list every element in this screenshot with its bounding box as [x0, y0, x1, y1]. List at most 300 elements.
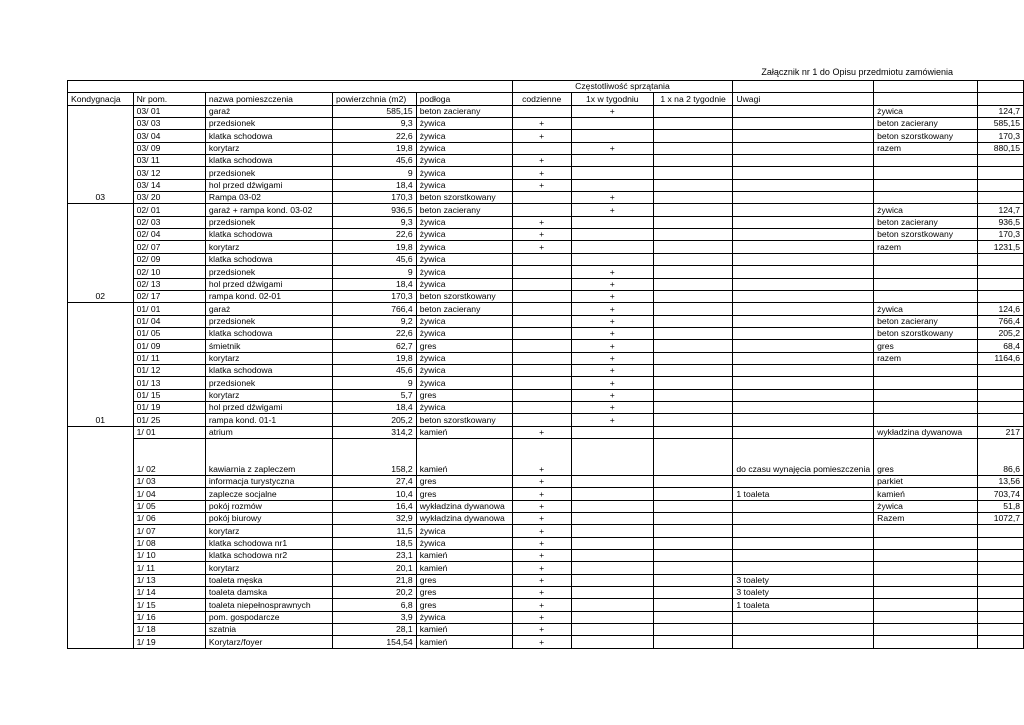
- table-row: [68, 500, 1024, 512]
- floor-cell: [68, 327, 134, 339]
- daily-cell: [512, 192, 571, 204]
- biweekly-cell: [653, 550, 733, 562]
- floor-type-cell: beton szorstkowany: [416, 290, 512, 302]
- summary-label-cell: [874, 562, 977, 574]
- room-name-cell: klatka schodowa: [205, 253, 332, 265]
- weekly-cell: +: [571, 105, 653, 117]
- room-number-cell: 03/ 14: [133, 179, 205, 191]
- floor-cell: [68, 340, 134, 352]
- area-cell: 20,2: [333, 587, 417, 599]
- notes-cell: [733, 550, 874, 562]
- room-name-cell: hol przed dźwigami: [205, 179, 332, 191]
- summary-value-cell: [977, 599, 1023, 611]
- floor-cell: [68, 377, 134, 389]
- daily-cell: [512, 352, 571, 364]
- floor-cell: [68, 587, 134, 599]
- area-cell: 9,3: [333, 216, 417, 228]
- daily-cell: [512, 401, 571, 413]
- notes-cell: [733, 303, 874, 315]
- table-row: [68, 204, 1024, 216]
- daily-cell: +: [512, 118, 571, 130]
- floor-cell: [68, 364, 134, 376]
- biweekly-cell: [653, 192, 733, 204]
- notes-cell: [733, 389, 874, 401]
- summary-value-cell: 936,5: [977, 216, 1023, 228]
- room-name-cell: pokój rozmów: [205, 500, 332, 512]
- summary-label-cell: [874, 636, 977, 648]
- biweekly-cell: [653, 118, 733, 130]
- summary-label-cell: [874, 574, 977, 586]
- weekly-cell: +: [571, 364, 653, 376]
- weekly-cell: [571, 229, 653, 241]
- area-cell: 11,5: [333, 525, 417, 537]
- floor-type-cell: żywica: [416, 315, 512, 327]
- area-cell: 170,3: [333, 290, 417, 302]
- floor-type-cell: wykładzina dywanowa: [416, 513, 512, 525]
- header-blank: [874, 93, 977, 105]
- weekly-cell: +: [571, 401, 653, 413]
- weekly-cell: [571, 216, 653, 228]
- area-cell: 158,2: [333, 438, 417, 475]
- summary-label-cell: beton szorstkowany: [874, 327, 977, 339]
- summary-label-cell: żywica: [874, 500, 977, 512]
- table-row: [68, 438, 1024, 475]
- area-cell: 28,1: [333, 624, 417, 636]
- area-cell: 21,8: [333, 574, 417, 586]
- header-room-number: Nr pom.: [133, 93, 205, 105]
- area-cell: 16,4: [333, 500, 417, 512]
- summary-value-cell: 124,6: [977, 303, 1023, 315]
- biweekly-cell: [653, 624, 733, 636]
- area-cell: 22,6: [333, 229, 417, 241]
- room-number-cell: 1/ 03: [133, 475, 205, 487]
- room-name-cell: informacja turystyczna: [205, 475, 332, 487]
- summary-label-cell: beton szorstkowany: [874, 229, 977, 241]
- summary-label-cell: wykładzina dywanowa: [874, 426, 977, 438]
- room-number-cell: 1/ 07: [133, 525, 205, 537]
- table-row: [68, 377, 1024, 389]
- daily-cell: +: [512, 130, 571, 142]
- summary-value-cell: 1164,6: [977, 352, 1023, 364]
- summary-label-cell: [874, 389, 977, 401]
- floor-cell: [68, 550, 134, 562]
- daily-cell: [512, 142, 571, 154]
- floor-type-cell: gres: [416, 475, 512, 487]
- notes-cell: [733, 179, 874, 191]
- biweekly-cell: [653, 562, 733, 574]
- notes-cell: [733, 130, 874, 142]
- table-row: [68, 599, 1024, 611]
- weekly-cell: +: [571, 327, 653, 339]
- table-row: [68, 525, 1024, 537]
- notes-cell: [733, 513, 874, 525]
- floor-type-cell: beton szorstkowany: [416, 192, 512, 204]
- floor-type-cell: beton zacierany: [416, 105, 512, 117]
- weekly-cell: [571, 525, 653, 537]
- table-row: [68, 253, 1024, 265]
- notes-cell: [733, 167, 874, 179]
- room-name-cell: korytarz: [205, 525, 332, 537]
- summary-label-cell: [874, 192, 977, 204]
- biweekly-cell: [653, 574, 733, 586]
- area-cell: 45,6: [333, 364, 417, 376]
- floor-type-cell: gres: [416, 488, 512, 500]
- weekly-cell: +: [571, 278, 653, 290]
- floor-cell: [68, 513, 134, 525]
- biweekly-cell: [653, 142, 733, 154]
- room-name-cell: korytarz: [205, 562, 332, 574]
- summary-value-cell: [977, 179, 1023, 191]
- room-name-cell: pokój biurowy: [205, 513, 332, 525]
- floor-cell: [68, 130, 134, 142]
- notes-cell: [733, 253, 874, 265]
- floor-cell: [68, 315, 134, 327]
- summary-label-cell: beton zacierany: [874, 118, 977, 130]
- frequency-header: Częstotliwość sprzątania: [512, 81, 733, 93]
- weekly-cell: [571, 130, 653, 142]
- floor-type-cell: żywica: [416, 537, 512, 549]
- weekly-cell: [571, 179, 653, 191]
- notes-cell: [733, 155, 874, 167]
- table-row: [68, 266, 1024, 278]
- room-number-cell: 1/ 11: [133, 562, 205, 574]
- biweekly-cell: [653, 327, 733, 339]
- daily-cell: +: [512, 216, 571, 228]
- table-row: [68, 352, 1024, 364]
- table-row: [68, 636, 1024, 648]
- daily-cell: +: [512, 438, 571, 475]
- daily-cell: [512, 327, 571, 339]
- summary-label-cell: beton szorstkowany: [874, 130, 977, 142]
- daily-cell: +: [512, 537, 571, 549]
- biweekly-cell: [653, 636, 733, 648]
- floor-type-cell: kamień: [416, 636, 512, 648]
- floor-type-cell: żywica: [416, 130, 512, 142]
- floor-cell: [68, 438, 134, 475]
- area-cell: 32,9: [333, 513, 417, 525]
- summary-value-cell: [977, 636, 1023, 648]
- summary-value-cell: 124,7: [977, 204, 1023, 216]
- summary-value-cell: [977, 192, 1023, 204]
- room-name-cell: korytarz: [205, 352, 332, 364]
- floor-type-cell: żywica: [416, 401, 512, 413]
- room-number-cell: 1/ 08: [133, 537, 205, 549]
- floor-cell: [68, 278, 134, 290]
- weekly-cell: +: [571, 192, 653, 204]
- header-biweekly: 1 x na 2 tygodnie: [653, 93, 733, 105]
- area-cell: 9: [333, 167, 417, 179]
- notes-cell: [733, 204, 874, 216]
- room-name-cell: przedsionek: [205, 118, 332, 130]
- weekly-cell: [571, 611, 653, 623]
- area-cell: 18,4: [333, 179, 417, 191]
- table-row: [68, 118, 1024, 130]
- area-cell: 10,4: [333, 488, 417, 500]
- area-cell: 22,6: [333, 327, 417, 339]
- biweekly-cell: [653, 253, 733, 265]
- biweekly-cell: [653, 611, 733, 623]
- floor-cell: [68, 303, 134, 315]
- daily-cell: +: [512, 513, 571, 525]
- room-number-cell: 03/ 09: [133, 142, 205, 154]
- floor-cell: [68, 500, 134, 512]
- area-cell: 45,6: [333, 253, 417, 265]
- table-row: [68, 550, 1024, 562]
- area-cell: 19,8: [333, 352, 417, 364]
- room-name-cell: rampa kond. 01-1: [205, 414, 332, 426]
- area-cell: 205,2: [333, 414, 417, 426]
- summary-label-cell: [874, 401, 977, 413]
- area-cell: 23,1: [333, 550, 417, 562]
- floor-cell: [68, 266, 134, 278]
- floor-cell: [68, 105, 134, 117]
- biweekly-cell: [653, 599, 733, 611]
- table-row: [68, 364, 1024, 376]
- floor-cell: [68, 241, 134, 253]
- notes-cell: [733, 229, 874, 241]
- floor-cell: [68, 352, 134, 364]
- notes-cell: [733, 624, 874, 636]
- biweekly-cell: [653, 229, 733, 241]
- summary-value-cell: 124,7: [977, 105, 1023, 117]
- floor-type-cell: żywica: [416, 179, 512, 191]
- notes-cell: [733, 636, 874, 648]
- room-number-cell: 01/ 04: [133, 315, 205, 327]
- table-row: [68, 130, 1024, 142]
- room-number-cell: 1/ 05: [133, 500, 205, 512]
- area-cell: 18,5: [333, 537, 417, 549]
- summary-value-cell: 1072,7: [977, 513, 1023, 525]
- notes-cell: [733, 377, 874, 389]
- header-room-name: nazwa pomieszczenia: [205, 93, 332, 105]
- table-row: [68, 426, 1024, 438]
- summary-value-cell: [977, 401, 1023, 413]
- floor-type-cell: gres: [416, 389, 512, 401]
- room-name-cell: kawiarnia z zapleczem: [205, 438, 332, 475]
- area-cell: 9,2: [333, 315, 417, 327]
- room-name-cell: toaleta męska: [205, 574, 332, 586]
- notes-cell: [733, 401, 874, 413]
- area-cell: 3,9: [333, 611, 417, 623]
- floor-type-cell: żywica: [416, 611, 512, 623]
- notes-cell: [733, 105, 874, 117]
- room-number-cell: 01/ 11: [133, 352, 205, 364]
- room-number-cell: 1/ 10: [133, 550, 205, 562]
- notes-cell: [733, 241, 874, 253]
- summary-value-cell: [977, 611, 1023, 623]
- notes-cell: [733, 611, 874, 623]
- notes-cell: [733, 118, 874, 130]
- room-name-cell: toaleta niepełnosprawnych: [205, 599, 332, 611]
- biweekly-cell: [653, 377, 733, 389]
- biweekly-cell: [653, 401, 733, 413]
- notes-cell: [733, 142, 874, 154]
- room-name-cell: klatka schodowa: [205, 364, 332, 376]
- weekly-cell: +: [571, 377, 653, 389]
- notes-cell: [733, 475, 874, 487]
- summary-value-cell: [977, 624, 1023, 636]
- room-name-cell: zaplecze socjalne: [205, 488, 332, 500]
- notes-cell: 1 toaleta: [733, 599, 874, 611]
- table-row: [68, 315, 1024, 327]
- table-row: [68, 241, 1024, 253]
- notes-cell: [733, 426, 874, 438]
- summary-label-cell: [874, 290, 977, 302]
- summary-value-cell: [977, 364, 1023, 376]
- floor-cell: 02: [68, 290, 134, 302]
- room-name-cell: śmietnik: [205, 340, 332, 352]
- summary-value-cell: 170,3: [977, 229, 1023, 241]
- summary-value-cell: [977, 537, 1023, 549]
- daily-cell: [512, 303, 571, 315]
- table-row: [68, 179, 1024, 191]
- daily-cell: [512, 105, 571, 117]
- floor-type-cell: gres: [416, 340, 512, 352]
- daily-cell: +: [512, 525, 571, 537]
- summary-label-cell: [874, 611, 977, 623]
- header-area: powierzchnia (m2): [333, 93, 417, 105]
- room-number-cell: 1/ 04: [133, 488, 205, 500]
- floor-cell: [68, 611, 134, 623]
- room-number-cell: 02/ 13: [133, 278, 205, 290]
- biweekly-cell: [653, 278, 733, 290]
- summary-value-cell: [977, 414, 1023, 426]
- area-cell: 18,4: [333, 278, 417, 290]
- summary-label-cell: beton zacierany: [874, 216, 977, 228]
- floor-type-cell: żywica: [416, 142, 512, 154]
- header-floor: Kondygnacja: [68, 93, 134, 105]
- summary-label-cell: [874, 537, 977, 549]
- summary-label-cell: razem: [874, 352, 977, 364]
- room-number-cell: 1/ 13: [133, 574, 205, 586]
- biweekly-cell: [653, 488, 733, 500]
- weekly-cell: [571, 562, 653, 574]
- floor-cell: [68, 253, 134, 265]
- table-row: [68, 303, 1024, 315]
- floor-type-cell: żywica: [416, 278, 512, 290]
- room-number-cell: 02/ 09: [133, 253, 205, 265]
- room-name-cell: korytarz: [205, 389, 332, 401]
- notes-cell: [733, 414, 874, 426]
- weekly-cell: [571, 500, 653, 512]
- floor-type-cell: kamień: [416, 438, 512, 475]
- notes-cell: [733, 340, 874, 352]
- area-cell: 45,6: [333, 155, 417, 167]
- daily-cell: +: [512, 167, 571, 179]
- table-row: [68, 475, 1024, 487]
- biweekly-cell: [653, 155, 733, 167]
- room-name-cell: klatka schodowa: [205, 130, 332, 142]
- table-row: [68, 574, 1024, 586]
- daily-cell: +: [512, 241, 571, 253]
- floor-cell: [68, 636, 134, 648]
- floor-cell: [68, 525, 134, 537]
- floor-cell: 01: [68, 414, 134, 426]
- biweekly-cell: [653, 537, 733, 549]
- summary-value-cell: [977, 389, 1023, 401]
- biweekly-cell: [653, 290, 733, 302]
- room-name-cell: rampa kond. 02-01: [205, 290, 332, 302]
- room-name-cell: przedsionek: [205, 315, 332, 327]
- summary-label-cell: żywica: [874, 204, 977, 216]
- biweekly-cell: [653, 216, 733, 228]
- header-blank: [733, 81, 874, 93]
- biweekly-cell: [653, 525, 733, 537]
- room-name-cell: Korytarz/foyer: [205, 636, 332, 648]
- room-number-cell: 03/ 01: [133, 105, 205, 117]
- table-row: [68, 562, 1024, 574]
- room-name-cell: pom. gospodarcze: [205, 611, 332, 623]
- floor-type-cell: żywica: [416, 364, 512, 376]
- document-title: Załącznik nr 1 do Opisu przedmiotu zamówienia: [761, 67, 953, 77]
- biweekly-cell: [653, 315, 733, 327]
- biweekly-cell: [653, 389, 733, 401]
- daily-cell: [512, 278, 571, 290]
- weekly-cell: [571, 167, 653, 179]
- room-number-cell: 01/ 12: [133, 364, 205, 376]
- biweekly-cell: [653, 438, 733, 475]
- notes-cell: [733, 192, 874, 204]
- notes-cell: [733, 562, 874, 574]
- summary-label-cell: [874, 550, 977, 562]
- floor-type-cell: beton szorstkowany: [416, 414, 512, 426]
- summary-value-cell: 13,56: [977, 475, 1023, 487]
- table-row: [68, 105, 1024, 117]
- floor-cell: [68, 574, 134, 586]
- summary-value-cell: 170,3: [977, 130, 1023, 142]
- summary-label-cell: beton zacierany: [874, 315, 977, 327]
- room-name-cell: przedsionek: [205, 216, 332, 228]
- floor-type-cell: kamień: [416, 562, 512, 574]
- table-row: [68, 414, 1024, 426]
- summary-value-cell: 585,15: [977, 118, 1023, 130]
- weekly-cell: [571, 438, 653, 475]
- area-cell: 19,8: [333, 142, 417, 154]
- biweekly-cell: [653, 364, 733, 376]
- area-cell: 18,4: [333, 401, 417, 413]
- floor-cell: [68, 426, 134, 438]
- daily-cell: [512, 290, 571, 302]
- table-row: [68, 192, 1024, 204]
- summary-value-cell: [977, 155, 1023, 167]
- daily-cell: +: [512, 426, 571, 438]
- room-number-cell: 01/ 19: [133, 401, 205, 413]
- weekly-cell: [571, 426, 653, 438]
- daily-cell: +: [512, 488, 571, 500]
- floor-cell: [68, 401, 134, 413]
- room-number-cell: 03/ 12: [133, 167, 205, 179]
- area-cell: 9: [333, 266, 417, 278]
- daily-cell: +: [512, 599, 571, 611]
- room-number-cell: 1/ 14: [133, 587, 205, 599]
- floor-type-cell: kamień: [416, 624, 512, 636]
- floor-cell: [68, 562, 134, 574]
- room-name-cell: korytarz: [205, 142, 332, 154]
- area-cell: 936,5: [333, 204, 417, 216]
- room-name-cell: Rampa 03-02: [205, 192, 332, 204]
- biweekly-cell: [653, 130, 733, 142]
- daily-cell: +: [512, 179, 571, 191]
- room-name-cell: garaż: [205, 105, 332, 117]
- room-name-cell: przedsionek: [205, 377, 332, 389]
- table-row: [68, 611, 1024, 623]
- room-number-cell: 02/ 01: [133, 204, 205, 216]
- weekly-cell: +: [571, 204, 653, 216]
- daily-cell: +: [512, 229, 571, 241]
- summary-value-cell: 766,4: [977, 315, 1023, 327]
- daily-cell: +: [512, 636, 571, 648]
- summary-value-cell: 205,2: [977, 327, 1023, 339]
